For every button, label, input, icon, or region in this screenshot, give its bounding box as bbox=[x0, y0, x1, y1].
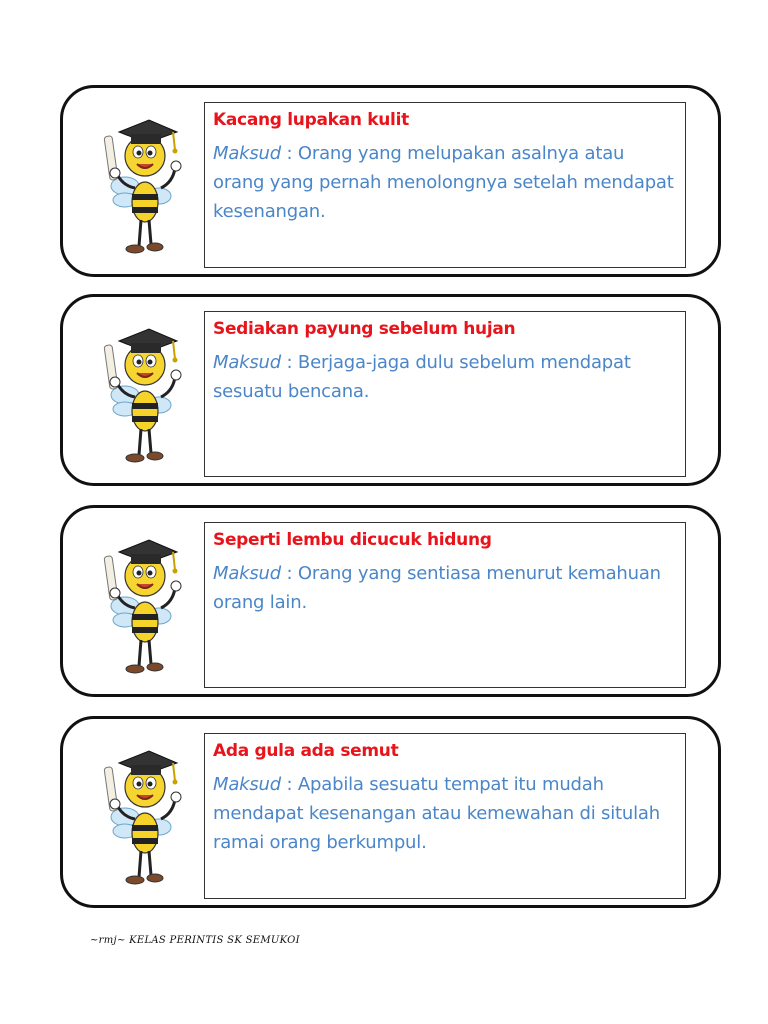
meaning-text: Orang yang sentiasa menurut kemahuan orang lain. bbox=[213, 563, 661, 613]
meaning-text: Orang yang melupakan asalnya atau orang yang pernah menolongnya setelah mendapat kesenangan. bbox=[213, 143, 674, 222]
meaning-separator: : bbox=[281, 352, 298, 373]
graduate-bee-icon bbox=[101, 110, 197, 260]
graduate-bee-icon bbox=[101, 741, 197, 891]
proverb-card bbox=[60, 85, 721, 277]
meaning-text: Apabila sesuatu tempat itu mudah mendapat kesenangan atau kemewahan di situlah ramai orang berkumpul. bbox=[213, 774, 660, 853]
page-footer: ~rmj~ KELAS PERINTIS SK SEMUKOI bbox=[90, 935, 300, 946]
meaning-label: Maksud bbox=[213, 563, 281, 584]
meaning-label: Maksud bbox=[213, 352, 281, 373]
proverb-textbox bbox=[204, 311, 686, 477]
proverb-title: Sediakan payung sebelum hujan bbox=[213, 319, 516, 339]
proverb-title: Ada gula ada semut bbox=[213, 741, 399, 761]
proverb-title: Kacang lupakan kulit bbox=[213, 110, 409, 130]
meaning-separator: : bbox=[281, 563, 298, 584]
proverb-meaning bbox=[213, 139, 677, 226]
meaning-label: Maksud bbox=[213, 774, 281, 795]
proverb-meaning bbox=[213, 559, 677, 617]
proverb-textbox bbox=[204, 733, 686, 899]
proverb-meaning bbox=[213, 770, 677, 857]
meaning-text: Berjaga-jaga dulu sebelum mendapat sesuatu bencana. bbox=[213, 352, 631, 402]
meaning-separator: : bbox=[281, 143, 298, 164]
proverb-textbox bbox=[204, 522, 686, 688]
proverb-textbox bbox=[204, 102, 686, 268]
proverb-title: Seperti lembu dicucuk hidung bbox=[213, 530, 492, 550]
proverb-card bbox=[60, 716, 721, 908]
meaning-label: Maksud bbox=[213, 143, 281, 164]
graduate-bee-icon bbox=[101, 319, 197, 469]
proverb-meaning bbox=[213, 348, 677, 406]
proverb-card bbox=[60, 505, 721, 697]
proverb-card bbox=[60, 294, 721, 486]
graduate-bee-icon bbox=[101, 530, 197, 680]
meaning-separator: : bbox=[281, 774, 298, 795]
